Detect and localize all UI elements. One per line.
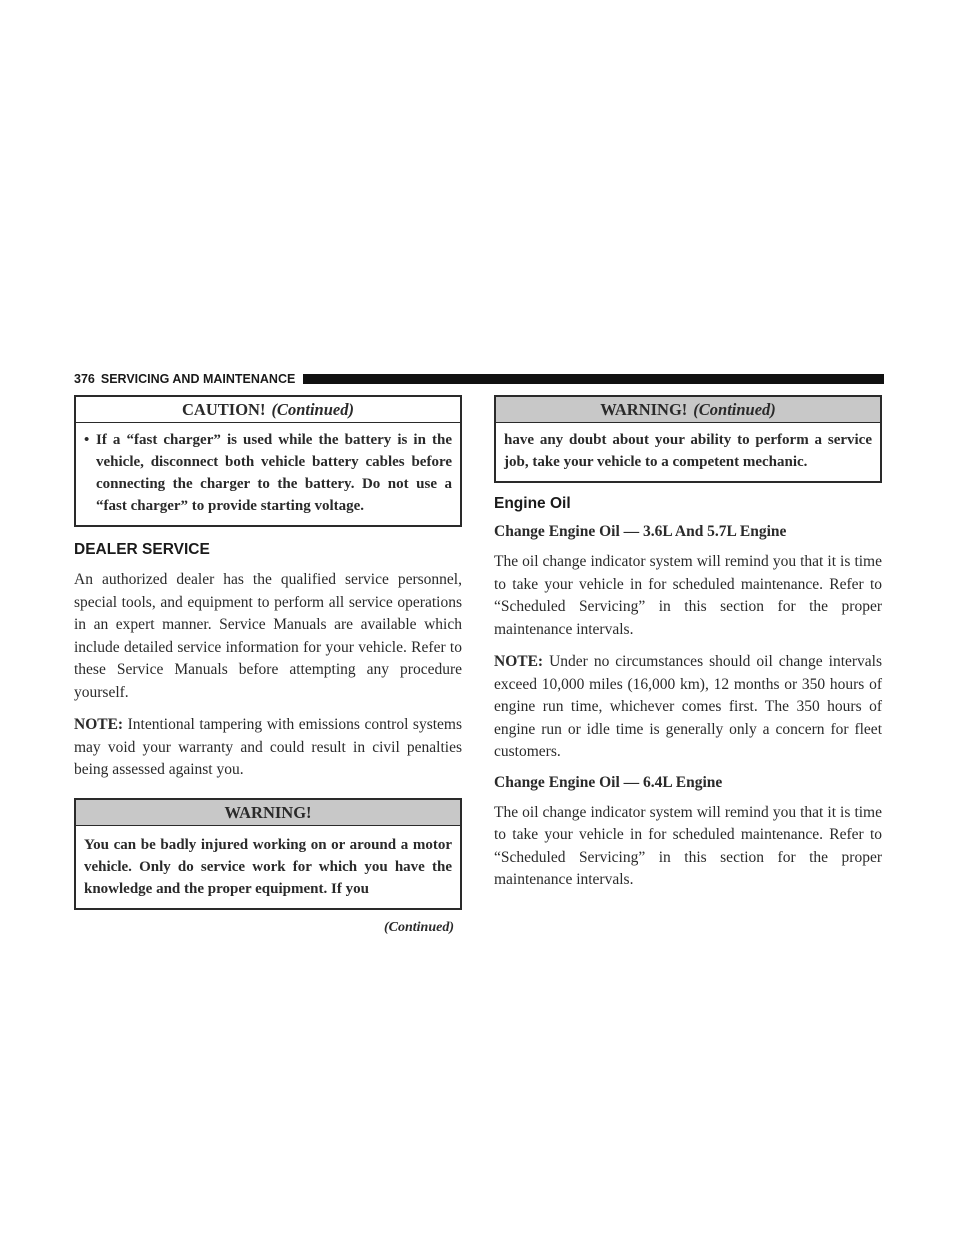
caution-title: CAUTION! [182,400,266,419]
page-number: 376 [74,372,95,386]
caution-box [74,395,462,527]
warning-continued-header [496,397,880,423]
caution-bullet-item [84,429,452,517]
right-column [494,395,882,892]
oil-note-paragraph [494,651,882,764]
warning-text: You can be badly injured working on or around a motor vehicle. Only do service work for which you have the knowledge and the proper equipment. If you [84,836,452,897]
engine-oil-heading: Engine Oil [494,495,571,512]
header-rule [303,374,884,384]
warning-continued-box [494,395,882,483]
continued-footer: (Continued) [383,919,454,935]
section-title: SERVICING AND MAINTENANCE [100,372,296,386]
change-oil-6-4-heading: Change Engine Oil — 6.4L Engine [494,773,723,791]
bullet-mark: • [84,432,90,448]
warning-box-body [76,826,460,908]
warning-box [74,798,462,910]
warning-continued-title: WARNING! [600,400,688,419]
dealer-service-heading: DEALER SERVICE [74,541,210,558]
note-text: Intentional tampering with emissions control systems may void your warranty and could result in civil penalties being assessed against you. [74,716,463,778]
caution-box-body [76,423,460,525]
caution-text: If a “fast charger” is used while the battery is in the vehicle, disconnect both vehicle battery cables before connecting the charger to the battery. Do not use a “fast charger” to provide starting voltage. [96,432,452,514]
change-oil-3-6-heading: Change Engine Oil — 3.6L And 5.7L Engine [494,523,787,540]
warning-continued-label: (Continued) [693,400,776,419]
caution-box-header [76,397,460,423]
left-column [74,395,462,936]
dealer-note-paragraph [74,714,462,782]
page-header [74,370,884,388]
warning-continued-body [496,423,880,481]
caution-continued: (Continued) [271,400,354,419]
change-oil-3-6-paragraph: The oil change indicator system will remind you that it is time to take your vehicle in for scheduled maintenance. Refer to “Scheduled Servicing” in this section for the proper maintenance intervals. [494,553,882,638]
change-oil-6-4-paragraph: The oil change indicator system will remind you that it is time to take your vehicle in for scheduled maintenance. Refer to “Scheduled Servicing” in this section for the proper maintenance intervals. [494,803,882,888]
note-label: NOTE: [74,716,124,733]
warning-box-header [76,800,460,826]
oil-note-text: Under no circumstances should oil change intervals exceed 10,000 miles (16,000 km), 12 months or 350 hours of engine run time, whichever comes first. The 350 hours of engine run or idle time is generally only a concern for fleet customers. [494,653,883,760]
warning-continued-text: have any doubt about your ability to perform a service job, take your vehicle to a competent mechanic. [504,432,872,470]
dealer-service-paragraph: An authorized dealer has the qualified service personnel, special tools, and equipment to perform all service operations in an expert manner. Service Manuals are available which include detailed service information for your vehicle. Refer to these Service Manuals before attempting any procedure yourself. [74,571,462,701]
oil-note-label: NOTE: [494,653,544,670]
warning-title: WARNING! [224,802,312,822]
